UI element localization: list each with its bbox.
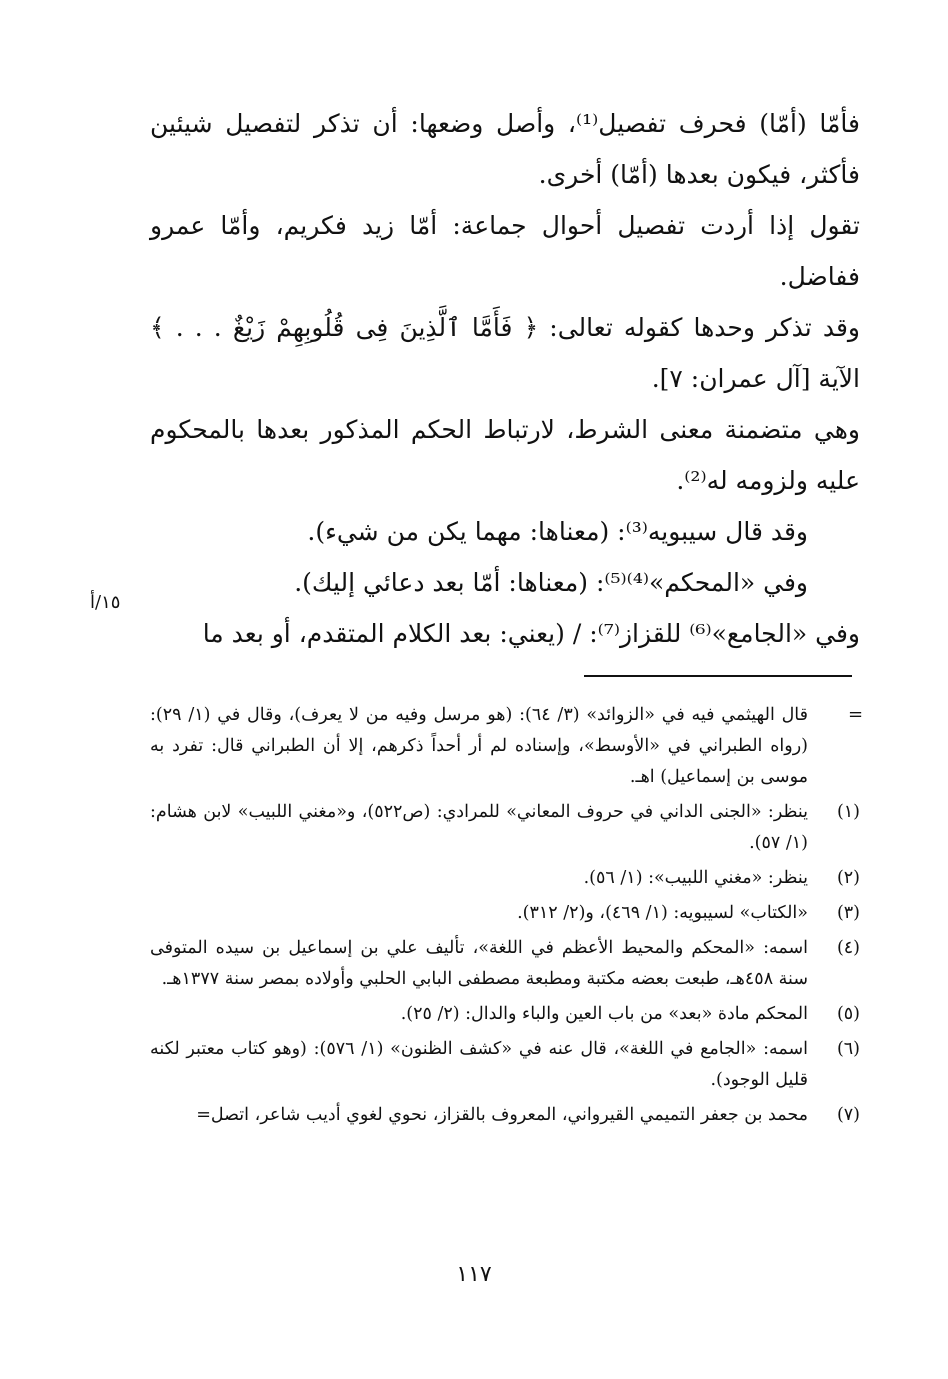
footnote-continued (150, 700, 860, 793)
footnote-3 (150, 898, 860, 929)
footnote-1 (150, 797, 860, 859)
paragraph-7: وفي «الجامع»⁽⁶⁾ للقزاز⁽⁷⁾: / (يعني: بعد الكلام المتقدم، أو بعد ما (202, 619, 860, 648)
footnote-number: (٧) (836, 1105, 860, 1125)
main-text (150, 98, 860, 659)
paragraph-4: وهي متضمنة معنى الشرط، لارتباط الحكم المذكور بعدها بالمحكوم عليه ولزومه له⁽²⁾. (150, 415, 860, 495)
footnote-number: (٢) (836, 868, 860, 888)
paragraph-5: وقد قال سيبويه⁽³⁾: (معناها: مهما يكن من شيء). (307, 517, 808, 546)
footnote-text: محمد بن جعفر التميمي القيرواني، المعروف بالقزاز، نحوي لغوي أديب شاعر، اتصل= (196, 1105, 808, 1125)
page-number: ١١٧ (456, 1262, 492, 1287)
footnote-text: ينظر: «الجنى الداني في حروف المعاني» للمرادي: (ص٥٢٢)، و«مغني اللبيب» لابن هشام: (١/ ٥٧). (150, 802, 808, 853)
footnote-continuation-mark: = (848, 704, 864, 725)
footnote-text: المحكم مادة «بعد» من باب العين والباء والدال: (٢/ ٢٥). (400, 1004, 808, 1024)
footnote-text: قال الهيثمي فيه في «الزوائد» (٣/ ٦٤): (هو مرسل وفيه من لا يعرف)، وقال في (١/ ٢٩): (رواه الطبراني في «الأوسط»، وإسناده لم أر أحداً ذكرهم، إلا أن الطبراني قال: تفرد به موسى بن إسماعيل) اهـ. (150, 705, 808, 787)
footnote-6 (150, 1034, 860, 1096)
footnote-4 (150, 933, 860, 995)
footnote-text: اسمه: «المحكم والمحيط الأعظم في اللغة»، تأليف علي بن إسماعيل بن سيده المتوفى سنة ٤٥٨هـ، طبعت بعضه مكتبة ومطبعة مصطفى البابي الحلبي وأولاده بمصر سنة ١٣٧٧هـ. (150, 938, 808, 989)
footnote-number: (٦) (836, 1039, 860, 1059)
footnote-number: (٣) (836, 903, 860, 923)
footnote-text: اسمه: «الجامع في اللغة»، قال عنه في «كشف الظنون» (١/ ٥٧٦): (وهو كتاب معتبر لكنه قليل الوجود). (150, 1039, 808, 1090)
footnote-number: (١) (836, 802, 860, 822)
footnote-number: (٤) (836, 938, 860, 958)
footnote-5 (150, 999, 860, 1030)
footnote-2 (150, 863, 860, 894)
paragraph-2: تقول إذا أردت تفصيل أحوال جماعة: أمّا زيد فكريم، وأمّا عمرو ففاضل. (150, 211, 860, 291)
footnotes (150, 700, 860, 1135)
footnote-text: «الكتاب» لسيبويه: (١/ ٤٦٩)، و(٢/ ٣١٢). (517, 903, 808, 923)
footnote-text: ينظر: «مغني اللبيب»: (١/ ٥٦). (583, 868, 808, 888)
footnote-separator (584, 675, 852, 677)
paragraph-6: وفي «المحكم»⁽⁴⁾⁽⁵⁾: (معناها: أمّا بعد دعائي إليك). (294, 568, 808, 597)
manuscript-folio-note: ١٥/أ (90, 592, 121, 613)
paragraph-3: وقد تذكر وحدها كقوله تعالى: ﴿ فَأَمَّا ٱلَّذِينَ فِى قُلُوبِهِمْ زَيْغٌ . . . ﴾ الآية [آل عمران: ٧]. (150, 313, 860, 393)
footnote-number: (٥) (836, 1004, 860, 1024)
paragraph-1: فأمّا (أمّا) فحرف تفصيل⁽¹⁾، وأصل وضعها: أن تذكر لتفصيل شيئين فأكثر، فيكون بعدها (أمّا) أخرى. (150, 109, 860, 189)
footnote-7 (150, 1100, 860, 1131)
